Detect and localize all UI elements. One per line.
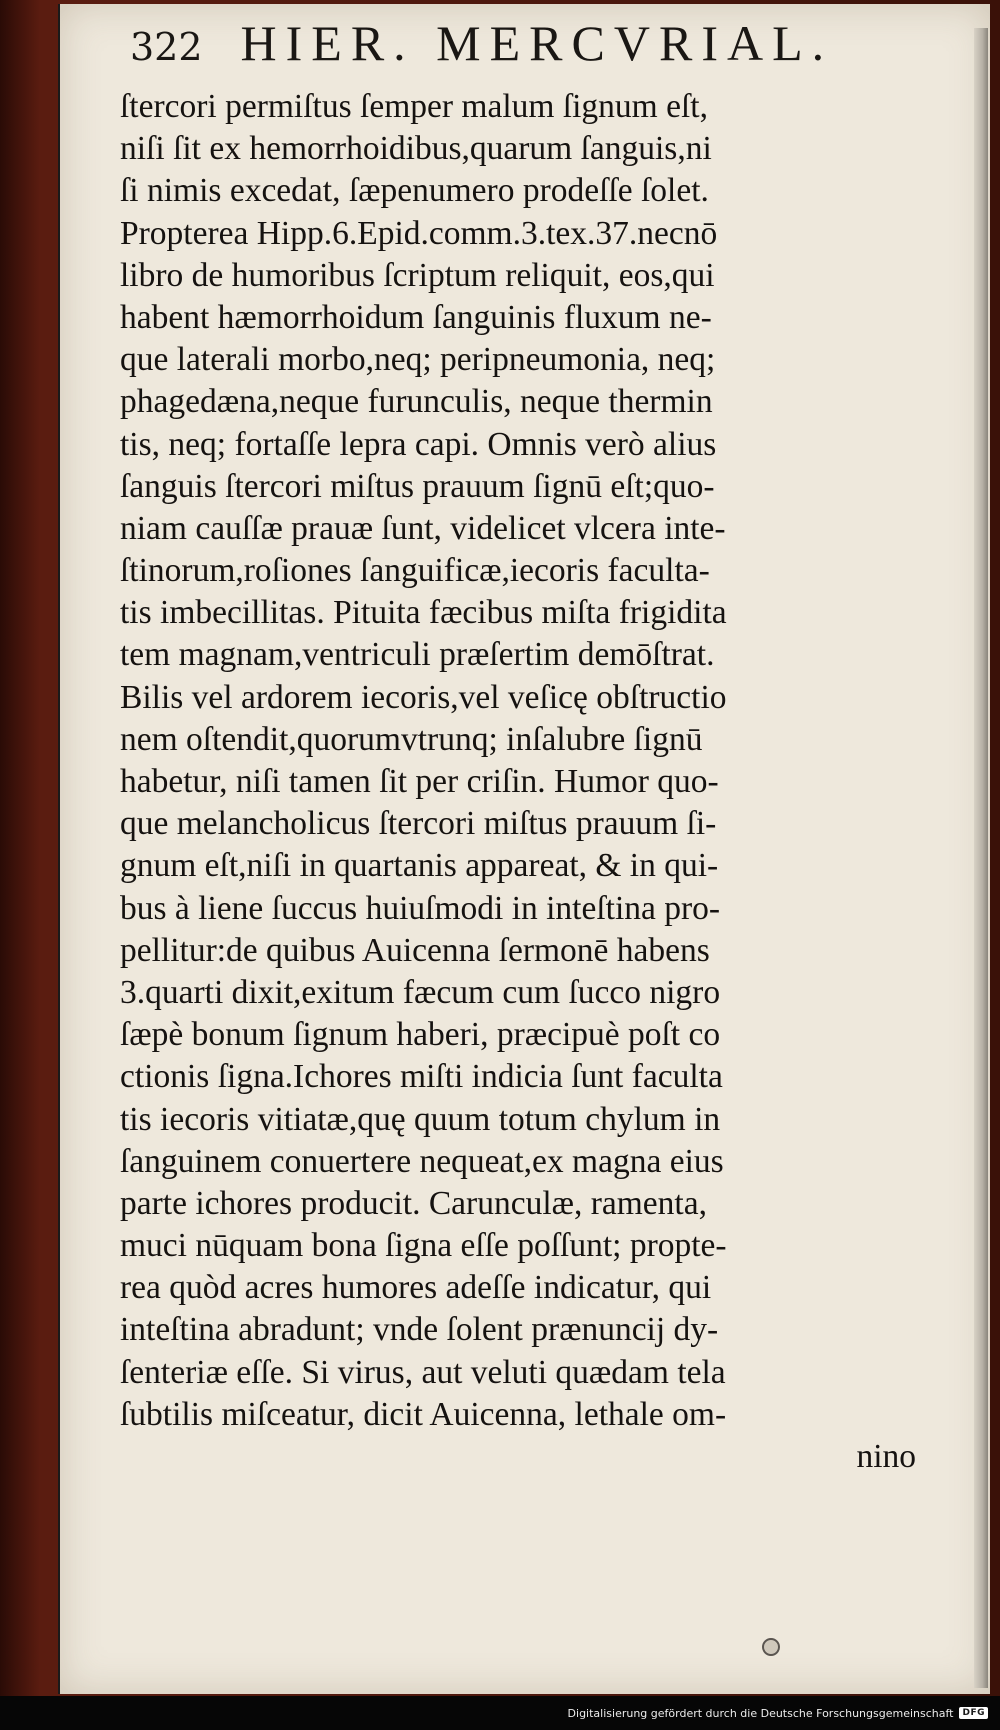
text-line: tem magnam,ventriculi præſertim demōſtrat. <box>120 636 715 674</box>
text-line: nino <box>856 1438 916 1475</box>
text-line: tis imbecillitas. Pituita fæcibus miſta frigidita <box>120 594 727 632</box>
text-line: nem oſtendit,quorumvtrunq; inſalubre ſignū <box>120 720 703 758</box>
text-line: pellitur:de quibus Auicenna ſermonē habens <box>120 931 710 969</box>
text-line: habent hæmorrhoidum ſanguinis fluxum ne- <box>120 298 712 336</box>
text-line: ſtinorum,roſiones ſanguificæ,iecoris faculta- <box>120 552 710 590</box>
text-line: tis iecoris vitiatæ,quę quum totum chylum in <box>120 1100 721 1138</box>
text-line: phagedæna,neque furunculis, neque thermin <box>120 383 713 421</box>
text-line: muci nūquam bona ſigna eſſe poſſunt; propte- <box>120 1227 727 1265</box>
dfg-logo: DFG <box>959 1707 988 1719</box>
text-line: ſi nimis excedat, ſæpenumero prodeſſe ſolet. <box>120 172 709 210</box>
text-line: ſanguis ſtercori miſtus prauum ſignū eſt;quo- <box>120 467 715 505</box>
text-line: bus à liene ſuccus huiuſmodi in inteſtina pro- <box>120 889 721 927</box>
text-line: ſtercori permiſtus ſemper malum ſignum eſt, <box>120 88 708 125</box>
text-line: ctionis ſigna.Ichores miſti indicia ſunt faculta <box>120 1058 723 1096</box>
footer-credit: Digitalisierung gefördert durch die Deutsche Forschungsgemeinschaft <box>567 1706 954 1720</box>
text-line: Propterea Hipp.6.Epid.comm.3.tex.37.necnō <box>120 214 718 252</box>
text-line: tis, neq; fortaſſe lepra capi. Omnis verò alius <box>120 425 717 463</box>
text-line: niſi ſit ex hemorrhoidibus,quarum ſanguis,ni <box>120 130 712 168</box>
text-line: ſanguinem conuertere nequeat,ex magna eius <box>120 1142 724 1180</box>
text-line: que melancholicus ſtercori miſtus prauum ſi- <box>120 805 717 843</box>
text-line: ſæpè bonum ſignum haberi, præcipuè poſt co <box>120 1016 721 1054</box>
body-text <box>120 86 940 1478</box>
running-head <box>130 14 890 84</box>
text-line: habetur, niſi tamen ſit per criſin. Humor quo- <box>120 763 719 800</box>
text-line: Bilis vel ardorem iecoris,vel veſicę obſtructio <box>120 678 727 716</box>
text-line: 3.quarti dixit,exitum fæcum cum ſucco nigro <box>120 973 721 1011</box>
ornament-mark <box>762 1638 780 1656</box>
running-title: HIER. MERCVRIAL. <box>240 15 834 71</box>
text-line: que laterali morbo,neq; peripneumonia, neq; <box>120 341 716 379</box>
page-edge <box>974 28 988 1688</box>
text-line: rea quòd acres humores adeſſe indicatur, qui <box>120 1269 712 1307</box>
text-line: parte ichores producit. Carunculæ, ramenta, <box>120 1184 707 1222</box>
page-number: 322 <box>130 25 203 69</box>
text-line: libro de humoribus ſcriptum reliquit, eos,qui <box>120 256 715 294</box>
footer-bar <box>0 1696 1000 1730</box>
text-line: niam cauſſæ prauæ ſunt, videlicet vlcera inte- <box>120 509 726 547</box>
text-line: ſubtilis miſceatur, dicit Auicenna, lethale om- <box>120 1395 727 1433</box>
text-line: inteſtina abradunt; vnde ſolent prænuncij dy- <box>120 1311 719 1349</box>
text-line: ſenteriæ eſſe. Si virus, aut veluti quædam tela <box>120 1353 726 1391</box>
text-line: gnum eſt,niſi in quartanis appareat, & in qui- <box>120 847 719 885</box>
